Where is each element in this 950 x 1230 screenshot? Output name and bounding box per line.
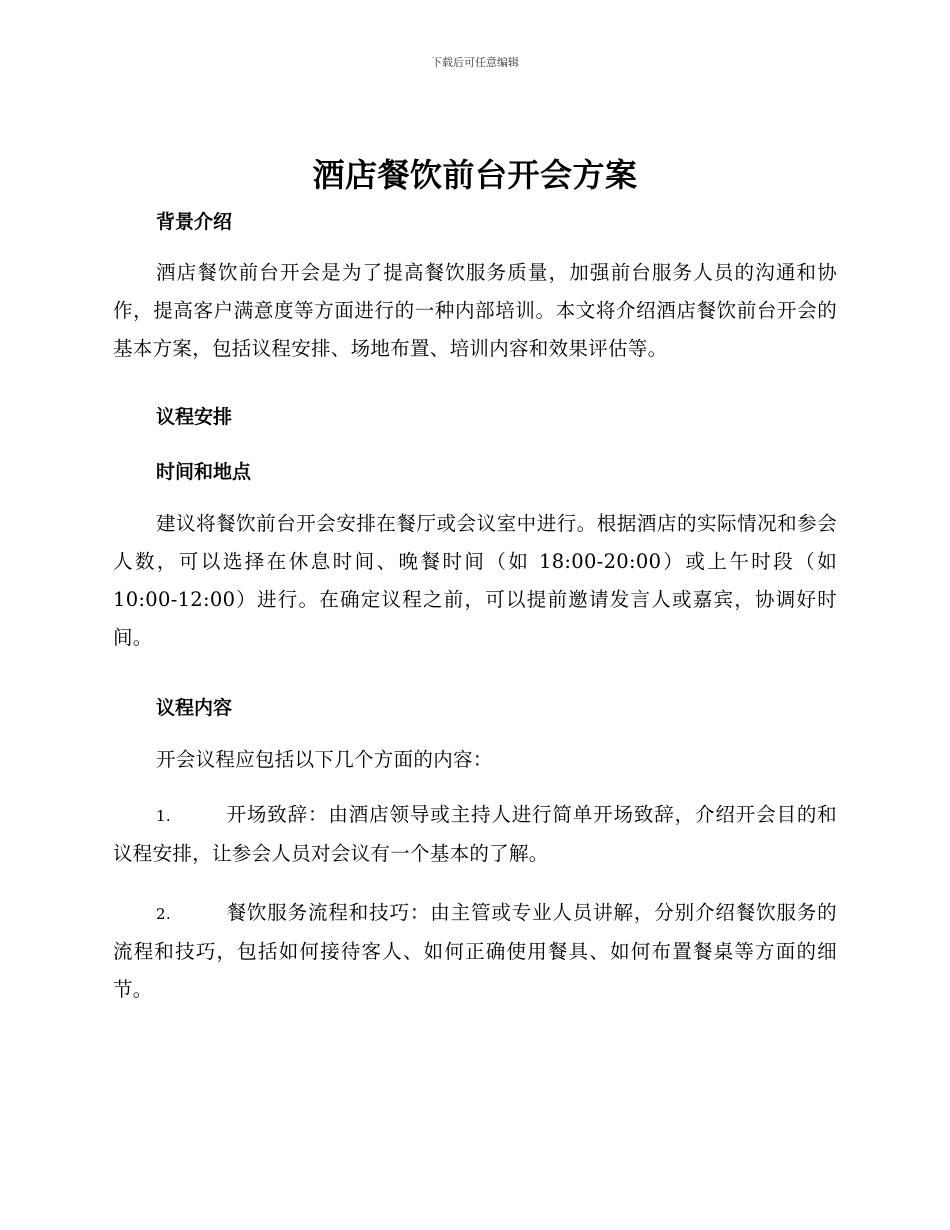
list-item-text: 餐饮服务流程和技巧：由主管或专业人员讲解，分别介绍餐饮服务的流程和技巧，包括如何接待客人、如何正确使用餐具、如何布置餐桌等方面的细节。: [113, 901, 837, 1001]
page-header-note: 下载后可任意编辑: [431, 56, 519, 69]
list-item: [113, 796, 837, 873]
list-item-number: 2.: [156, 905, 171, 923]
paragraph-time-place: 建议将餐饮前台开会安排在餐厅或会议室中进行。根据酒店的实际情况和参会人数，可以选择在休息时间、晚餐时间（如 18:00-20:00）或上午时段（如 10:00-12:00）进行。在确定议程之前，可以提前邀请发言人或嘉宾，协调好时间。: [113, 512, 837, 649]
section-heading-time-place: 时间和地点: [156, 461, 252, 483]
list-item-number: 1.: [156, 807, 171, 825]
document-title: 酒店餐饮前台开会方案: [312, 156, 638, 194]
section-heading-agenda: 议程安排: [156, 406, 233, 428]
section-heading-background: 背景介绍: [156, 211, 233, 233]
paragraph-background: 酒店餐饮前台开会是为了提高餐饮服务质量，加强前台服务人员的沟通和协作，提高客户满意度等方面进行的一种内部培训。本文将介绍酒店餐饮前台开会的基本方案，包括议程安排、场地布置、培训内容和效果评估等。: [113, 261, 837, 360]
list-item-text: 开场致辞：由酒店领导或主持人进行简单开场致辞，介绍开会目的和议程安排，让参会人员对会议有一个基本的了解。: [113, 803, 837, 865]
list-item: [113, 894, 837, 1009]
paragraph-agenda-intro: 开会议程应包括以下几个方面的内容：: [156, 748, 493, 771]
section-heading-agenda-content: 议程内容: [156, 697, 233, 719]
